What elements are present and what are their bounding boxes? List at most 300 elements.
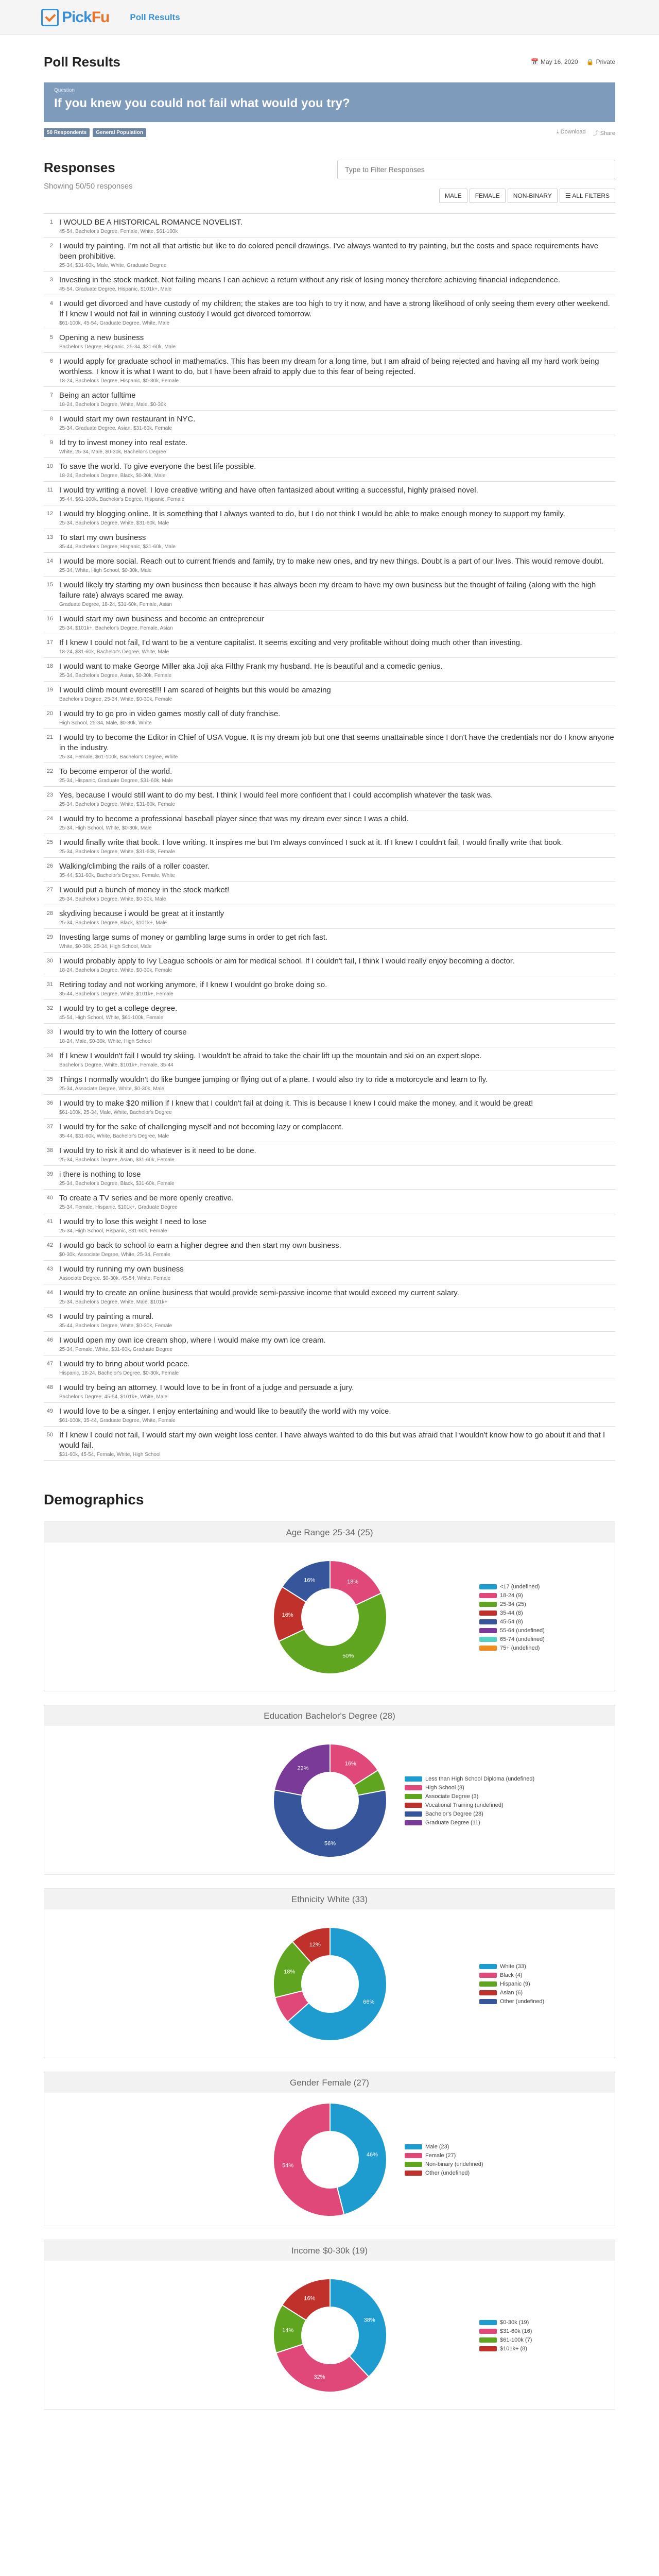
response-demographics: 45-54, High School, White, $61-100k, Female bbox=[59, 1015, 164, 1021]
legend-label: Associate Degree (3) bbox=[425, 1793, 479, 1800]
response-number: 17 bbox=[46, 639, 53, 646]
response-demographics: 18-24, Male, $0-30k, White, High School bbox=[59, 1039, 152, 1044]
response-text: To save the world. To give everyone the best life possible. bbox=[59, 462, 256, 471]
demographics-title: Demographics bbox=[44, 1492, 144, 1507]
chart-top-value: Female (27) bbox=[322, 2078, 369, 2088]
response-row bbox=[44, 1379, 615, 1403]
response-demographics: 25-34, Bachelor's Degree, White, Male, $101k+ bbox=[59, 1299, 168, 1305]
legend-label: $61-100k (7) bbox=[500, 2336, 532, 2343]
response-row bbox=[44, 295, 615, 329]
response-demographics: $61-100k, 45-54, Graduate Degree, White, Male bbox=[59, 320, 170, 326]
response-number: 50 bbox=[46, 1432, 53, 1438]
legend-label: Black (4) bbox=[500, 1972, 523, 1978]
response-row bbox=[44, 658, 615, 682]
response-demographics: 25-34, Bachelor's Degree, White, $31-60k, Female bbox=[59, 802, 175, 807]
response-text: I would put a bunch of money in the stock market! bbox=[59, 886, 230, 894]
logo-text-a: Pick bbox=[62, 8, 92, 26]
response-number: 37 bbox=[46, 1124, 53, 1130]
response-demographics: Bachelor's Degree, 25-34, White, $0-30k, Female bbox=[59, 697, 172, 702]
response-row bbox=[44, 1095, 615, 1118]
donut-chart bbox=[268, 2098, 392, 2222]
response-number: 12 bbox=[46, 511, 53, 517]
legend-swatch bbox=[479, 1611, 497, 1616]
legend-label: 75+ (undefined) bbox=[500, 1645, 540, 1651]
response-row bbox=[44, 553, 615, 577]
response-demographics: 25-34, Bachelor's Degree, Asian, $31-60k, Female bbox=[59, 1157, 175, 1163]
calendar-icon: 📅 bbox=[531, 58, 539, 65]
response-demographics: Bachelor's Degree, White, $101k+, Female, 35-44 bbox=[59, 1062, 174, 1068]
response-demographics: $31-60k, 45-54, Female, White, High School bbox=[59, 1452, 161, 1458]
filter-male-button[interactable]: MALE bbox=[439, 189, 467, 203]
response-number: 13 bbox=[46, 534, 53, 540]
response-text: I would probably apply to Ivy League schools or aim for medical school. If I couldn't fail, I think I would really enjoy becoming a doctor. bbox=[59, 957, 515, 965]
response-text: Walking/climbing the rails of a roller coaster. bbox=[59, 862, 210, 871]
legend-swatch bbox=[479, 1646, 497, 1651]
response-row bbox=[44, 729, 615, 763]
legend-item[interactable] bbox=[405, 1809, 534, 1818]
response-text: I would try to make $20 million if I knew that I couldn't fail at doing it. This is because I knew I could make the money, and it would be great! bbox=[59, 1099, 533, 1108]
response-number: 11 bbox=[47, 487, 53, 493]
response-text: I would try running my own business bbox=[59, 1265, 184, 1274]
response-demographics: 35-44, Bachelor's Degree, White, $101k+, Female bbox=[59, 991, 174, 997]
response-number: 25 bbox=[46, 839, 53, 845]
response-demographics: 25-34, Bachelor's Degree, White, $31-60k, Female bbox=[59, 849, 175, 855]
response-text: I would try to bring about world peace. bbox=[59, 1360, 190, 1368]
legend-item[interactable] bbox=[479, 1980, 544, 1989]
response-text: Investing large sums of money or gambling large sums in order to get rich fast. bbox=[59, 933, 328, 942]
response-demographics: 35-44, $31-60k, White, Bachelor's Degree, Male bbox=[59, 1133, 169, 1139]
response-number: 38 bbox=[46, 1147, 53, 1154]
response-demographics: 25-34, White, High School, $0-30k, Male bbox=[59, 568, 152, 573]
legend-item[interactable] bbox=[405, 2151, 483, 2160]
chart-top-value: 25-34 (25) bbox=[333, 1528, 373, 1537]
legend-swatch bbox=[479, 1981, 497, 1987]
legend-swatch bbox=[479, 1584, 497, 1589]
legend-item[interactable] bbox=[405, 1818, 534, 1827]
slice-percent-label: 16% bbox=[304, 2295, 316, 2302]
legend-item[interactable] bbox=[479, 1971, 544, 1980]
legend-label: Non-binary (undefined) bbox=[425, 2161, 483, 2167]
demographics-section bbox=[44, 1521, 615, 2410]
response-number: 2 bbox=[49, 243, 53, 249]
filter-icon: ☰ bbox=[565, 192, 573, 199]
chart-title: Gender bbox=[290, 2078, 319, 2088]
legend-swatch bbox=[405, 2171, 422, 2176]
response-number: 16 bbox=[46, 616, 53, 622]
chart-header bbox=[44, 2240, 615, 2261]
donut-chart bbox=[268, 1922, 392, 2046]
response-number: 8 bbox=[49, 416, 53, 422]
response-text: I would try for the sake of challenging myself and not becoming lazy or complacent. bbox=[59, 1123, 343, 1131]
audience-tag: General Population bbox=[93, 128, 146, 137]
legend-swatch bbox=[479, 2337, 497, 2343]
response-demographics: High School, 25-34, Male, $0-30k, White bbox=[59, 720, 152, 726]
response-demographics: 45-54, Bachelor's Degree, Female, White, $61-100k bbox=[59, 229, 178, 234]
response-text: I would want to make George Miller aka Joji aka Filthy Frank my husband. He is beautiful and a comedic genius. bbox=[59, 662, 443, 671]
legend-label: Other (undefined) bbox=[500, 1998, 545, 2005]
response-number: 1 bbox=[49, 219, 53, 225]
legend-item[interactable] bbox=[405, 1783, 534, 1792]
response-demographics: 18-24, Bachelor's Degree, Black, $0-30k, Male bbox=[59, 473, 166, 479]
legend-label: High School (8) bbox=[425, 1784, 464, 1791]
response-row bbox=[44, 1213, 615, 1237]
legend-item[interactable] bbox=[479, 1582, 545, 1591]
demographic-chart bbox=[44, 2072, 615, 2226]
chart-top-value: White (33) bbox=[327, 1894, 368, 1904]
legend-label: 35-44 (8) bbox=[500, 1609, 523, 1616]
response-row bbox=[44, 810, 615, 834]
response-number: 3 bbox=[49, 277, 53, 283]
legend-swatch bbox=[479, 1964, 497, 1969]
legend-item[interactable] bbox=[479, 1617, 545, 1626]
response-row bbox=[44, 882, 615, 905]
question-banner bbox=[44, 82, 615, 122]
legend-label: 55-64 (undefined) bbox=[500, 1627, 545, 1634]
response-text: I would try painting a mural. bbox=[59, 1312, 154, 1321]
share-button[interactable]: ⤴ Share bbox=[593, 130, 615, 137]
response-text: I would apply for graduate school in mathematics. This has been my dream for a long time, but I am afraid of being rejected and having all my hard work being worthless. I know it is what I want to do, but I have been afraid to apply due to this fear of being rejected. bbox=[59, 357, 599, 376]
response-text: I would finally write that book. I love writing. It inspires me but I'm always convinced I suck at it. If I knew I couldn't fail, I would finally write that book. bbox=[59, 838, 563, 847]
response-demographics: 18-24, Bachelor's Degree, White, Male, $0-30k bbox=[59, 402, 166, 408]
slice-percent-label: 16% bbox=[304, 1577, 316, 1584]
chart-legend bbox=[479, 2318, 532, 2353]
chart-title: Age Range bbox=[286, 1528, 330, 1537]
chart-legend bbox=[405, 1774, 534, 1827]
response-demographics: 25-34, $101k+, Bachelor's Degree, Female, Asian bbox=[59, 625, 173, 631]
legend-item[interactable] bbox=[405, 2160, 483, 2168]
legend-label: Other (undefined) bbox=[425, 2170, 470, 2176]
chart-top-value: Bachelor's Degree (28) bbox=[305, 1711, 395, 1721]
response-demographics: 25-34, Female, $61-100k, Bachelor's Degree, White bbox=[59, 754, 178, 760]
demographic-chart bbox=[44, 2240, 615, 2410]
top-nav-bar bbox=[0, 0, 659, 35]
response-demographics: Bachelor's Degree, 45-54, $101k+, White, Male bbox=[59, 1394, 168, 1400]
logo-text-b: Fu bbox=[91, 8, 110, 26]
response-text: I would try to go pro in video games mostly call of duty franchise. bbox=[59, 709, 281, 718]
response-row bbox=[44, 353, 615, 387]
response-text: I would get divorced and have custody of my children; the stakes are too high to try it now, and have a strong likelihood of only seeing them every other weekend. If I knew I would not fail in winning custody I would get divorced tomorrow. bbox=[59, 299, 610, 318]
response-row bbox=[44, 577, 615, 611]
response-row bbox=[44, 634, 615, 658]
response-number: 47 bbox=[46, 1361, 53, 1367]
response-text: Things I normally wouldn't do like bungee jumping or flying out of a plane. I would also try to ride a motorcycle and learn to fly. bbox=[59, 1075, 488, 1084]
legend-item[interactable] bbox=[405, 1792, 534, 1801]
legend-label: 18-24 (9) bbox=[500, 1592, 523, 1599]
legend-item[interactable] bbox=[479, 1997, 544, 2006]
slice-percent-label: 16% bbox=[282, 1612, 293, 1618]
responses-count: Showing 50/50 responses bbox=[44, 182, 133, 191]
response-row bbox=[44, 787, 615, 810]
response-row bbox=[44, 505, 615, 529]
response-text: I would try to create an online business that would provide semi-passive income that would exceed my current salary. bbox=[59, 1289, 459, 1297]
response-demographics: 35-44, $31-60k, Bachelor's Degree, Female, White bbox=[59, 873, 175, 878]
all-filters-button[interactable]: ☰ ALL FILTERS bbox=[560, 189, 615, 203]
response-row bbox=[44, 905, 615, 929]
response-row bbox=[44, 1024, 615, 1047]
legend-item[interactable] bbox=[405, 2168, 483, 2177]
response-number: 36 bbox=[46, 1100, 53, 1106]
legend-label: $0-30k (19) bbox=[500, 2319, 529, 2326]
response-number: 21 bbox=[46, 734, 53, 740]
response-number: 20 bbox=[46, 710, 53, 717]
chart-legend bbox=[405, 2142, 483, 2177]
legend-label: $31-60k (16) bbox=[500, 2328, 532, 2334]
response-demographics: Bachelor's Degree, Hispanic, 25-34, $31-60k, Male bbox=[59, 344, 176, 350]
response-number: 48 bbox=[46, 1384, 53, 1391]
response-text: To become emperor of the world. bbox=[59, 767, 172, 776]
legend-item[interactable] bbox=[479, 1608, 545, 1617]
response-row bbox=[44, 1190, 615, 1213]
response-demographics: 35-44, Bachelor's Degree, White, $0-30k, Female bbox=[59, 1323, 172, 1329]
slice-percent-label: 14% bbox=[282, 2327, 294, 2334]
response-number: 15 bbox=[46, 582, 53, 588]
response-number: 18 bbox=[46, 663, 53, 669]
page-title: Poll Results bbox=[44, 54, 120, 70]
filter-input[interactable] bbox=[337, 160, 615, 179]
responses-list bbox=[44, 213, 615, 1461]
response-row bbox=[44, 411, 615, 434]
response-number: 24 bbox=[46, 816, 53, 822]
chart-header bbox=[44, 1522, 615, 1543]
response-row bbox=[44, 976, 615, 1000]
download-button[interactable]: ⤓ Download bbox=[556, 128, 586, 135]
download-icon: ⤓ bbox=[556, 128, 561, 135]
response-text: I would try to risk it and do whatever is it need to be done. bbox=[59, 1146, 256, 1155]
response-row bbox=[44, 1047, 615, 1071]
response-demographics: White, 25-34, Male, $0-30k, Bachelor's Degree bbox=[59, 449, 166, 455]
response-number: 49 bbox=[46, 1408, 53, 1414]
response-demographics: 35-44, Bachelor's Degree, Hispanic, $31-60k, Male bbox=[59, 544, 176, 550]
legend-label: Female (27) bbox=[425, 2152, 456, 2159]
response-number: 10 bbox=[46, 463, 53, 469]
response-text: I WOULD BE A HISTORICAL ROMANCE NOVELIST. bbox=[59, 218, 242, 227]
response-demographics: 18-24, $31-60k, Bachelor's Degree, White, Male bbox=[59, 649, 169, 655]
response-demographics: 25-34, High School, Hispanic, $31-60k, Female bbox=[59, 1228, 167, 1234]
response-number: 44 bbox=[46, 1290, 53, 1296]
donut-slice bbox=[273, 1790, 387, 1857]
response-text: I would love to be a singer. I enjoy entertaining and would like to beautify the world with my voice. bbox=[59, 1407, 391, 1416]
chart-legend bbox=[479, 1582, 545, 1652]
response-number: 29 bbox=[46, 934, 53, 940]
legend-swatch bbox=[405, 2162, 422, 2167]
filter-nonbinary-button[interactable]: NON-BINARY bbox=[508, 189, 558, 203]
chart-title: Ethnicity bbox=[291, 1894, 325, 1904]
response-row bbox=[44, 272, 615, 295]
response-demographics: 25-34, Associate Degree, White, $0-30k, Male bbox=[59, 1086, 164, 1092]
response-row bbox=[44, 1403, 615, 1427]
response-text: I would start my own business and become an entrepreneur bbox=[59, 615, 264, 623]
response-text: I would start my own restaurant in NYC. bbox=[59, 415, 196, 423]
response-demographics: 25-34, Bachelor's Degree, Black, $31-60k, Female bbox=[59, 1181, 175, 1187]
response-text: If I knew I could not fail, I'd want to be a venture capitalist. It seems exciting and very profitable without doing much other than investing. bbox=[59, 638, 523, 647]
legend-item[interactable] bbox=[479, 2327, 532, 2335]
poll-date: May 16, 2020 bbox=[540, 58, 578, 65]
respondents-tag: 50 Respondents bbox=[44, 128, 90, 137]
legend-label: $101k+ (8) bbox=[500, 2345, 527, 2352]
response-row bbox=[44, 763, 615, 787]
chart-header bbox=[44, 2072, 615, 2093]
response-number: 40 bbox=[46, 1195, 53, 1201]
response-demographics: 25-34, High School, White, $0-30k, Male bbox=[59, 825, 152, 831]
response-number: 45 bbox=[46, 1313, 53, 1319]
legend-item[interactable] bbox=[405, 1801, 534, 1809]
privacy-label: Private bbox=[596, 58, 615, 65]
legend-swatch bbox=[479, 1628, 497, 1633]
legend-swatch bbox=[479, 1593, 497, 1598]
response-demographics: 35-44, $61-100k, Bachelor's Degree, Hispanic, Female bbox=[59, 497, 185, 502]
legend-label: White (33) bbox=[500, 1963, 526, 1970]
response-text: I would open my own ice cream shop, where I would make my own ice cream. bbox=[59, 1336, 326, 1345]
legend-item[interactable] bbox=[479, 2335, 532, 2344]
legend-swatch bbox=[405, 1794, 422, 1799]
slice-percent-label: 56% bbox=[324, 1840, 336, 1847]
legend-swatch bbox=[479, 1602, 497, 1607]
legend-swatch bbox=[479, 1637, 497, 1642]
demographic-chart bbox=[44, 1521, 615, 1691]
response-number: 43 bbox=[46, 1266, 53, 1272]
chart-header bbox=[44, 1705, 615, 1726]
slice-percent-label: 18% bbox=[347, 1579, 359, 1585]
legend-label: 45-54 (8) bbox=[500, 1618, 523, 1625]
legend-item[interactable] bbox=[479, 1626, 545, 1635]
response-demographics: 25-34, Female, White, $31-60k, Graduate Degree bbox=[59, 1347, 173, 1352]
response-row bbox=[44, 1071, 615, 1095]
response-number: 22 bbox=[46, 768, 53, 774]
share-icon: ⤴ bbox=[593, 130, 600, 137]
slice-percent-label: 54% bbox=[282, 2162, 294, 2169]
response-demographics: Associate Degree, $0-30k, 45-54, White, Female bbox=[59, 1276, 171, 1281]
legend-item[interactable] bbox=[479, 1643, 545, 1652]
legend-swatch bbox=[479, 1619, 497, 1624]
response-number: 19 bbox=[46, 687, 53, 693]
response-demographics: Graduate Degree, 18-24, $31-60k, Female, Asian bbox=[59, 602, 172, 607]
response-text: I would try to win the lottery of course bbox=[59, 1028, 187, 1037]
legend-item[interactable] bbox=[479, 1591, 545, 1600]
legend-item[interactable] bbox=[479, 2344, 532, 2353]
response-number: 32 bbox=[46, 1005, 53, 1011]
response-text: I would try to lose this weight I need to lose bbox=[59, 1217, 206, 1226]
response-row bbox=[44, 329, 615, 353]
response-text: I would be more social. Reach out to current friends and family, try to make new ones, and try new things. Doubt is a part of our lives. This would remove doubt. bbox=[59, 557, 604, 566]
response-number: 35 bbox=[46, 1076, 53, 1082]
response-row bbox=[44, 434, 615, 458]
legend-swatch bbox=[479, 2329, 497, 2334]
legend-swatch bbox=[479, 1999, 497, 2004]
responses-title: Responses bbox=[44, 160, 115, 175]
response-number: 4 bbox=[49, 300, 53, 307]
demographic-chart bbox=[44, 1888, 615, 2058]
legend-item[interactable] bbox=[479, 1600, 545, 1608]
response-row bbox=[44, 929, 615, 953]
slice-percent-label: 22% bbox=[297, 1765, 309, 1772]
legend-label: 25-34 (25) bbox=[500, 1601, 526, 1607]
legend-swatch bbox=[405, 1785, 422, 1790]
legend-swatch bbox=[405, 1776, 422, 1782]
response-text: To start my own business bbox=[59, 533, 146, 542]
response-text: If I knew I wouldn't fail I would try skiing. I wouldn't be afraid to take the chair lift up the mountain and ski on an expert slope. bbox=[59, 1052, 482, 1060]
legend-swatch bbox=[405, 1811, 422, 1817]
legend-swatch bbox=[405, 2144, 422, 2149]
response-row bbox=[44, 458, 615, 482]
legend-label: Bachelor's Degree (28) bbox=[425, 1810, 483, 1817]
legend-item[interactable] bbox=[479, 1635, 545, 1643]
response-number: 5 bbox=[49, 334, 53, 341]
response-row bbox=[44, 1000, 615, 1024]
legend-swatch bbox=[405, 2153, 422, 2158]
question-label: Question bbox=[54, 88, 75, 93]
response-row bbox=[44, 705, 615, 729]
legend-swatch bbox=[405, 1820, 422, 1825]
pickfu-logo[interactable] bbox=[41, 9, 109, 26]
chart-legend bbox=[479, 1962, 544, 2006]
lock-icon: 🔒 bbox=[586, 58, 594, 65]
filter-female-button[interactable]: FEMALE bbox=[470, 189, 506, 203]
slice-percent-label: 16% bbox=[344, 1760, 356, 1767]
legend-item[interactable] bbox=[479, 1962, 544, 1971]
response-demographics: $61-100k, 35-44, Graduate Degree, White, Female bbox=[59, 1418, 176, 1423]
response-row bbox=[44, 482, 615, 505]
slice-percent-label: 12% bbox=[309, 1941, 321, 1948]
response-demographics: 25-34, Female, Hispanic, $101k+, Graduate Degree bbox=[59, 1205, 178, 1210]
response-text: Opening a new business bbox=[59, 333, 144, 342]
response-number: 7 bbox=[49, 392, 53, 398]
response-text: I would try to become the Editor in Chief of USA Vogue. It is my dream job but one that seems unattainable since I don't have the credentials nor do I know anyone in the industry. bbox=[59, 733, 614, 752]
question-text: If you knew you could not fail what would you try? bbox=[54, 96, 350, 110]
legend-swatch bbox=[479, 2346, 497, 2351]
response-demographics: 25-34, Graduate Degree, Asian, $31-60k, Female bbox=[59, 426, 172, 431]
response-number: 26 bbox=[46, 863, 53, 869]
chart-title: Education bbox=[264, 1711, 303, 1721]
response-row bbox=[44, 1166, 615, 1190]
chart-top-value: $0-30k (19) bbox=[323, 2246, 368, 2256]
legend-item[interactable] bbox=[405, 2142, 483, 2151]
response-text: If I knew I could not fail, I would start my own weight loss center. I have always wanted to do this but was afraid that I wouldn't know how to go about it and that I would fail. bbox=[59, 1431, 605, 1450]
response-row bbox=[44, 1142, 615, 1166]
legend-item[interactable] bbox=[479, 1989, 544, 1997]
response-row bbox=[44, 387, 615, 411]
response-demographics: 25-34, Bachelor's Degree, White, $31-60k, Male bbox=[59, 520, 169, 526]
response-text: Yes, because I would still want to do my best. I think I would feel more confident that I could accomplish whatever the task was. bbox=[59, 791, 493, 800]
response-text: To create a TV series and be more openly creative. bbox=[59, 1194, 234, 1202]
legend-label: Male (23) bbox=[425, 2143, 449, 2150]
response-demographics: 18-24, Bachelor's Degree, White, $0-30k, Female bbox=[59, 968, 172, 973]
response-demographics: 45-54, Graduate Degree, Hispanic, $101k+, Male bbox=[59, 286, 172, 292]
legend-label: Graduate Degree (11) bbox=[425, 1819, 480, 1826]
response-text: I would climb mount everest!!! I am scared of heights but this would be amazing bbox=[59, 686, 331, 694]
response-text: Being an actor fulltime bbox=[59, 391, 136, 400]
response-demographics: 25-34, Bachelor's Degree, Asian, $0-30k, Female bbox=[59, 673, 172, 679]
legend-item[interactable] bbox=[479, 2318, 532, 2327]
response-row bbox=[44, 1261, 615, 1284]
slice-percent-label: 18% bbox=[284, 1969, 296, 1975]
response-number: 42 bbox=[46, 1242, 53, 1248]
donut-chart bbox=[268, 2274, 392, 2397]
response-row bbox=[44, 238, 615, 272]
slice-percent-label: 38% bbox=[363, 2317, 375, 2324]
nav-title[interactable]: Poll Results bbox=[130, 12, 180, 22]
legend-item[interactable] bbox=[405, 1774, 534, 1783]
response-row bbox=[44, 953, 615, 976]
response-row bbox=[44, 858, 615, 882]
slice-percent-label: 66% bbox=[363, 1998, 375, 2005]
response-number: 31 bbox=[46, 981, 53, 988]
response-row bbox=[44, 1284, 615, 1308]
response-text: I would try being an attorney. I would love to be in front of a judge and persuade a jury. bbox=[59, 1383, 354, 1392]
response-text: I would try to get a college degree. bbox=[59, 1004, 178, 1013]
response-number: 6 bbox=[49, 358, 53, 364]
response-text: I would go back to school to earn a higher degree and then start my own business. bbox=[59, 1241, 341, 1250]
response-demographics: 25-34, Bachelor's Degree, Black, $101k+, Male bbox=[59, 920, 167, 926]
